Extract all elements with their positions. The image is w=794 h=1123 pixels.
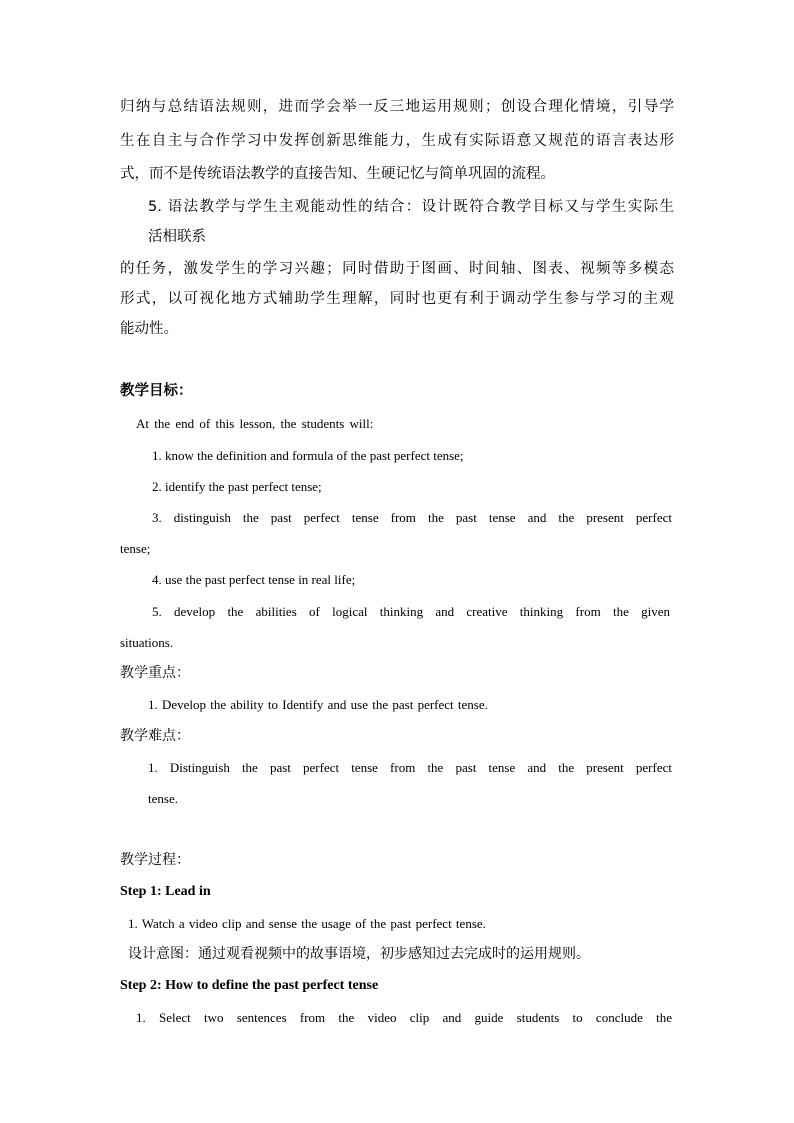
difficulty-item-cont: tense.	[148, 791, 178, 806]
paragraph-line: 生在自主与合作学习中发挥创新思维能力，生成有实际语意又规范的语言表达形	[120, 133, 674, 149]
paragraph-line: 能动性。	[120, 321, 178, 337]
objective-item-cont: tense;	[120, 541, 151, 556]
key-points-heading: 教学重点：	[120, 665, 190, 681]
objective-item: 3. distinguish the past perfect tense from the past tense and the present perfect	[152, 510, 672, 525]
design-intent: 设计意图：通过观看视频中的故事语境，初步感知过去完成时的运用规则。	[128, 946, 590, 962]
objective-item-cont: situations.	[120, 635, 174, 650]
objective-item: 4. use the past perfect tense in real life;	[152, 572, 356, 587]
objective-item: 2. identify the past perfect tense;	[152, 479, 322, 494]
step-title: Step 2: How to define the past perfect tense	[120, 978, 379, 993]
step-title: Step 1: Lead in	[120, 884, 211, 899]
key-point-item: 1. Develop the ability to Identify and use the past perfect tense.	[148, 697, 488, 712]
difficulties-heading: 教学难点：	[120, 728, 190, 744]
objectives-intro: At the end of this lesson, the students will:	[136, 416, 374, 431]
paragraph-line: 活相联系	[148, 229, 206, 245]
step-item: 1. Select two sentences from the video clip and guide students to conclude the	[136, 1010, 672, 1025]
paragraph-line: 式，而不是传统语法教学的直接告知、生硬记忆与简单巩固的流程。	[120, 166, 555, 182]
paragraph-line: 归纳与总结语法规则，进而学会举一反三地运用规则；创设合理化情境，引导学	[120, 99, 674, 115]
paragraph-line: 5. 语法教学与学生主观能动性的结合：设计既符合教学目标又与学生实际生	[148, 199, 674, 215]
step-item: 1. Watch a video clip and sense the usage of the past perfect tense.	[128, 916, 486, 931]
paragraph-line: 的任务，激发学生的学习兴趣；同时借助于图画、时间轴、图表、视频等多模态	[120, 261, 674, 277]
objective-item: 5. develop the abilities of logical thinking and creative thinking from the given	[152, 604, 670, 619]
process-heading: 教学过程：	[120, 852, 190, 868]
objectives-heading: 教学目标：	[120, 383, 193, 399]
objective-item: 1. know the definition and formula of the past perfect tense;	[152, 448, 464, 463]
paragraph-line: 形式，以可视化地方式辅助学生理解，同时也更有利于调动学生参与学习的主观	[120, 291, 674, 307]
difficulty-item: 1. Distinguish the past perfect tense from the past tense and the present perfect	[148, 760, 672, 775]
